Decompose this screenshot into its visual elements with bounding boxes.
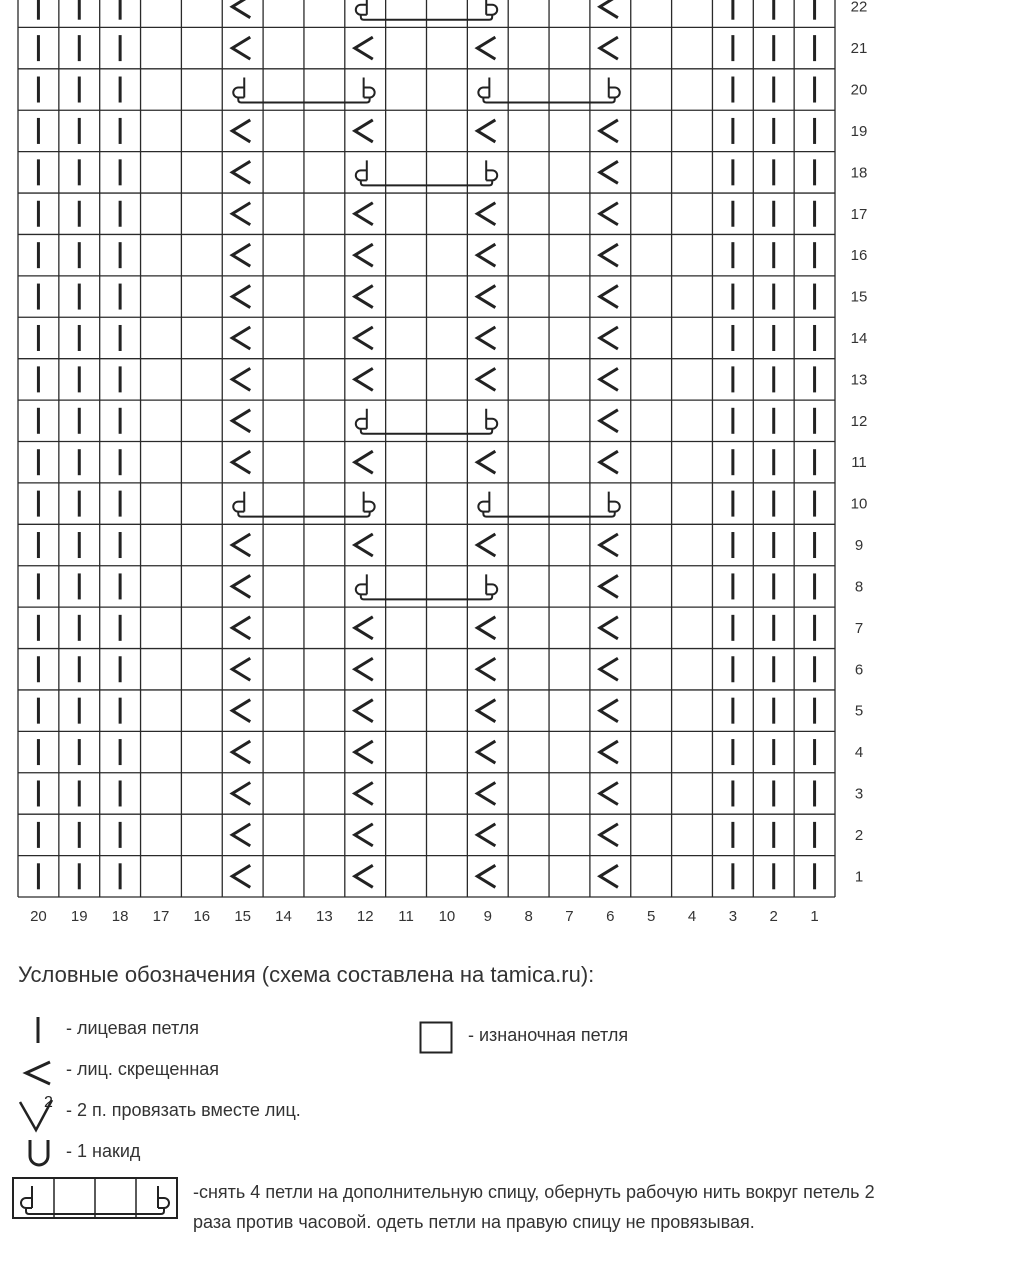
crossed-knit-stitch xyxy=(600,658,618,680)
column-number: 14 xyxy=(275,908,292,925)
legend-knit-label: - лицевая петля xyxy=(66,1018,200,1038)
crossed-knit-stitch xyxy=(232,865,250,887)
crossed-knit-stitch xyxy=(232,451,250,473)
legend-k2tog-label: - 2 п. провязать вместе лиц. xyxy=(66,1100,301,1120)
column-number: 18 xyxy=(111,908,129,925)
crossed-knit-stitch xyxy=(232,161,250,183)
row-number: 18 xyxy=(850,164,868,182)
crossed-knit-icon xyxy=(20,1058,54,1088)
column-numbers xyxy=(30,908,819,925)
wrap-stitches-icon xyxy=(10,1174,182,1222)
cable-left-hook xyxy=(356,160,367,180)
row-number: 21 xyxy=(850,40,868,58)
k2tog-icon xyxy=(16,1090,60,1134)
crossed-knit-stitch xyxy=(232,368,250,390)
crossed-knit-stitch xyxy=(232,120,250,142)
legend-crossed-label: - лиц. скрещенная xyxy=(66,1059,220,1079)
crossed-knit-stitch xyxy=(477,286,495,308)
crossed-knit-stitch xyxy=(355,782,373,804)
column-number: 15 xyxy=(234,908,252,925)
crossed-knit-stitch xyxy=(355,368,373,390)
crossed-knit-stitch xyxy=(600,865,618,887)
row-number: 7 xyxy=(854,619,864,637)
cable-left-hook xyxy=(478,492,489,512)
row-number: 8 xyxy=(854,578,864,596)
crossed-knit-stitch xyxy=(600,161,618,183)
row-number: 10 xyxy=(850,495,868,513)
crossed-knit-stitch xyxy=(477,617,495,639)
row-number: 20 xyxy=(850,81,868,99)
crossed-knit-stitch xyxy=(477,782,495,804)
crossed-knit-stitch xyxy=(477,120,495,142)
row-number: 9 xyxy=(854,537,864,555)
k2tog-number: 2 xyxy=(44,1094,53,1111)
yarn-over-icon xyxy=(24,1136,54,1172)
legend-wrap-label: -снять 4 петли на дополнительную спицу, обернуть рабочую нить вокруг петель 2 раза против часовой. одеть петли на правую спицу не провязывая. xyxy=(193,1182,875,1232)
row-number: 3 xyxy=(854,785,864,803)
row-number: 17 xyxy=(850,205,868,223)
cable-right-hook xyxy=(609,492,620,512)
crossed-knit-stitch xyxy=(477,865,495,887)
crossed-knit-stitch xyxy=(355,244,373,266)
row-number: 11 xyxy=(851,454,867,472)
crossed-knit-stitch xyxy=(600,410,618,432)
crossed-knit-stitch xyxy=(477,700,495,722)
column-number: 16 xyxy=(193,908,211,925)
row-number: 2 xyxy=(854,826,864,844)
knit-stitch-icon xyxy=(28,1015,48,1045)
crossed-knit-stitch xyxy=(355,451,373,473)
crossed-knit-stitch xyxy=(600,327,618,349)
crossed-knit-stitch xyxy=(477,534,495,556)
crossed-knit-stitch xyxy=(600,575,618,597)
crossed-knit-stitch xyxy=(355,824,373,846)
row-number: 13 xyxy=(850,371,868,389)
crossed-knit-stitch xyxy=(477,741,495,763)
crossed-knit-stitch xyxy=(355,37,373,59)
cable-left-hook xyxy=(478,78,489,98)
cable-right-hook xyxy=(486,409,497,429)
cable-right-hook xyxy=(486,574,497,594)
cable-left-hook xyxy=(233,492,244,512)
cable-left-hook xyxy=(356,0,367,15)
column-number: 20 xyxy=(30,908,47,925)
crossed-knit-stitch xyxy=(477,658,495,680)
column-number: 6 xyxy=(606,908,615,925)
crossed-knit-stitch xyxy=(355,865,373,887)
crossed-knit-stitch xyxy=(600,120,618,142)
legend-yarn-over-label: - 1 накид xyxy=(66,1141,141,1161)
crossed-knit-stitch xyxy=(355,741,373,763)
crossed-knit-stitch xyxy=(355,658,373,680)
purl-stitch-icon xyxy=(419,1021,455,1055)
crossed-knit-stitch xyxy=(232,617,250,639)
legend-purl-label: - изнаночная петля xyxy=(468,1025,629,1045)
crossed-knit-stitch xyxy=(600,534,618,556)
cable-left-hook xyxy=(356,409,367,429)
crossed-knit-stitch xyxy=(232,0,250,18)
crossed-knit-stitch xyxy=(355,617,373,639)
crossed-knit-stitch xyxy=(477,368,495,390)
column-number: 9 xyxy=(483,908,492,925)
crossed-knit-stitch xyxy=(600,741,618,763)
crossed-knit-stitch xyxy=(600,286,618,308)
column-number: 1 xyxy=(810,908,819,925)
row-number: 12 xyxy=(850,412,868,430)
column-number: 11 xyxy=(398,908,414,925)
cable-left-hook xyxy=(233,78,244,98)
row-number: 4 xyxy=(854,744,864,762)
crossed-knit-stitch xyxy=(600,203,618,225)
row-numbers xyxy=(851,0,868,885)
column-number: 17 xyxy=(152,908,170,925)
cable-right-hook xyxy=(486,0,497,15)
crossed-knit-stitch xyxy=(232,410,250,432)
row-number: 16 xyxy=(850,247,868,265)
crossed-knit-stitch xyxy=(600,37,618,59)
crossed-knit-stitch xyxy=(600,244,618,266)
row-number: 19 xyxy=(850,122,868,140)
crossed-knit-stitch xyxy=(355,120,373,142)
crossed-knit-stitch xyxy=(600,700,618,722)
crossed-knit-stitch xyxy=(232,534,250,556)
crossed-knit-stitch xyxy=(600,368,618,390)
crossed-knit-stitch xyxy=(600,824,618,846)
legend-title: Условные обозначения (схема составлена на tamica.ru): xyxy=(18,962,595,987)
row-number: 5 xyxy=(854,702,864,720)
crossed-knit-stitch xyxy=(355,203,373,225)
crossed-knit-stitch xyxy=(600,617,618,639)
crossed-knit-stitch xyxy=(232,37,250,59)
row-number: 15 xyxy=(850,288,868,306)
cable-right-hook xyxy=(364,78,375,98)
cable-right-hook xyxy=(364,492,375,512)
crossed-knit-stitch xyxy=(232,658,250,680)
column-number: 10 xyxy=(438,908,456,925)
crossed-knit-stitch xyxy=(477,244,495,266)
column-number: 7 xyxy=(565,908,574,925)
crossed-knit-stitch xyxy=(477,37,495,59)
crossed-knit-stitch xyxy=(477,451,495,473)
row-number: 22 xyxy=(850,0,868,16)
row-number: 1 xyxy=(854,868,864,886)
chart-grid xyxy=(18,0,835,897)
crossed-knit-stitch xyxy=(477,327,495,349)
cable-right-hook xyxy=(486,160,497,180)
crossed-knit-stitch xyxy=(232,327,250,349)
crossed-knit-stitch xyxy=(232,700,250,722)
crossed-knit-stitch xyxy=(355,700,373,722)
crossed-knit-stitch xyxy=(600,451,618,473)
column-number: 3 xyxy=(728,908,738,925)
column-number: 2 xyxy=(769,908,778,925)
cable-left-hook xyxy=(356,574,367,594)
crossed-knit-stitch xyxy=(232,782,250,804)
crossed-knit-stitch xyxy=(232,286,250,308)
column-number: 13 xyxy=(316,908,333,925)
crossed-knit-stitch xyxy=(232,741,250,763)
crossed-knit-stitch xyxy=(355,327,373,349)
crossed-knit-stitch xyxy=(355,534,373,556)
column-number: 19 xyxy=(70,908,88,925)
crossed-knit-stitch xyxy=(232,203,250,225)
crossed-knit-stitch xyxy=(232,575,250,597)
row-number: 6 xyxy=(854,661,864,679)
crossed-knit-stitch xyxy=(232,824,250,846)
column-number: 8 xyxy=(524,908,533,925)
crossed-knit-stitch xyxy=(600,0,618,18)
crossed-knit-stitch xyxy=(477,203,495,225)
cable-right-hook xyxy=(609,78,620,98)
column-number: 12 xyxy=(356,908,374,925)
crossed-knit-stitch xyxy=(232,244,250,266)
column-number: 5 xyxy=(647,908,656,925)
crossed-knit-stitch xyxy=(355,286,373,308)
crossed-knit-stitch xyxy=(477,824,495,846)
crossed-knit-stitch xyxy=(600,782,618,804)
row-number: 14 xyxy=(850,329,868,347)
column-number: 4 xyxy=(687,908,697,925)
